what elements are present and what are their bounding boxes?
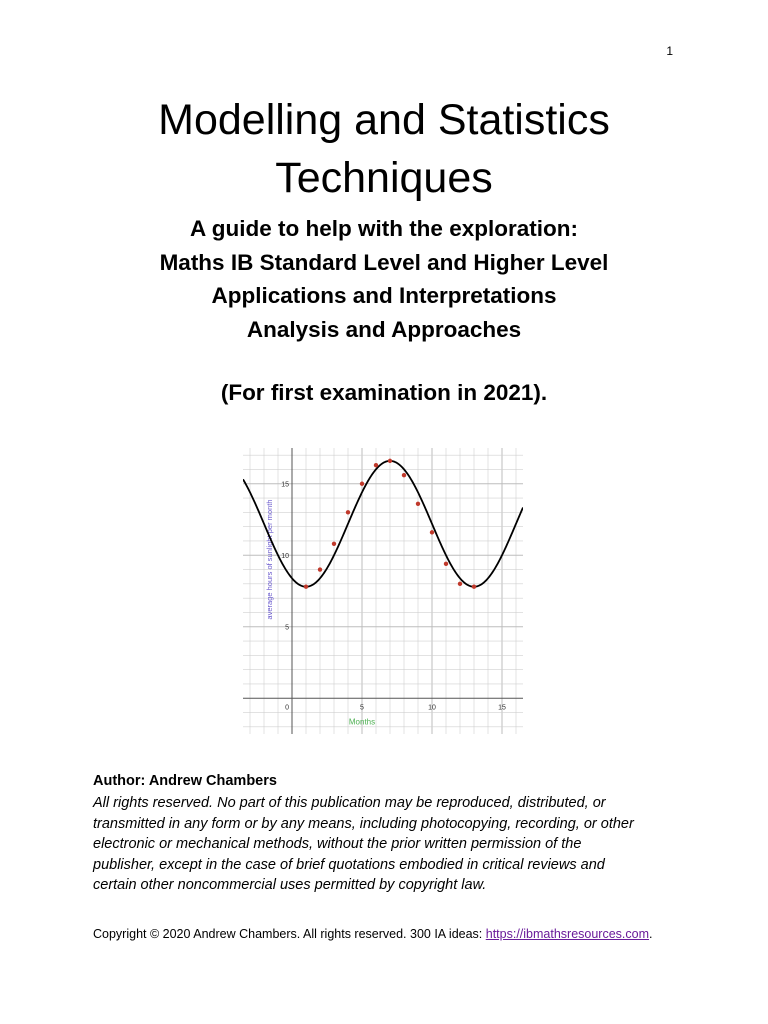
x-tick-label: 5 [360, 704, 364, 712]
page-number: 1 [666, 44, 673, 58]
rights-line-4: publisher, except in the case of brief quotations embodied in critical reviews and [93, 856, 605, 873]
y-axis-label: average hours of sunlight per month [265, 499, 274, 620]
copyright-trailing: . [649, 927, 653, 941]
x-tick-label: 15 [498, 704, 506, 712]
rights-line-1: All rights reserved. No part of this publication may be reproduced, distributed, or [93, 795, 606, 811]
author: Author: Andrew Chambers [93, 773, 277, 789]
data-point [346, 510, 350, 514]
data-point [416, 502, 420, 506]
data-point [472, 585, 476, 589]
data-point [318, 567, 322, 571]
data-point [304, 585, 308, 589]
website-link[interactable]: https://ibmathsresources.com [485, 927, 650, 941]
copyright-text: Copyright © 2020 Andrew Chambers. All rights reserved. 300 IA ideas: [93, 927, 486, 941]
rights-line-2: transmitted in any form or by any means, including photocopying, recording, or other [93, 815, 634, 832]
data-point [374, 463, 378, 467]
y-tick-label: 10 [281, 552, 289, 560]
rights-line-3: electronic or mechanical methods, without the prior written permission of the [93, 836, 582, 852]
data-point [360, 482, 364, 486]
data-point [458, 582, 462, 586]
x-tick-label: 10 [428, 704, 436, 712]
data-point [444, 562, 448, 566]
data-point [430, 530, 434, 534]
data-point [332, 542, 336, 546]
x-axis-label: Months [348, 717, 376, 727]
sunlight-chart [243, 448, 523, 734]
sunlight-chart-figure [243, 448, 523, 734]
x-tick-label: 0 [285, 704, 289, 712]
subtitle [0, 212, 768, 346]
subtitle-line-4: Analysis and Approaches [246, 316, 522, 342]
copyright-footer [93, 927, 653, 941]
y-tick-label: 5 [285, 624, 289, 632]
y-tick-label: 15 [281, 481, 289, 489]
rights-line-5: certain other noncommercial uses permitted by copyright law. [93, 877, 487, 893]
page-title [0, 91, 768, 207]
subtitle-line-3: Applications and Interpretations [211, 283, 557, 308]
model-curve [243, 461, 523, 587]
data-point [388, 459, 392, 463]
exam-note: (For first examination in 2021). [220, 380, 548, 405]
title-line-2: Techniques [275, 153, 493, 202]
subtitle-line-2: Maths IB Standard Level and Higher Level [159, 249, 609, 275]
title-line-1: Modelling and Statistics [158, 95, 610, 144]
data-point [402, 473, 406, 477]
subtitle-line-1: A guide to help with the exploration: [190, 216, 578, 241]
rights-notice [93, 793, 693, 896]
